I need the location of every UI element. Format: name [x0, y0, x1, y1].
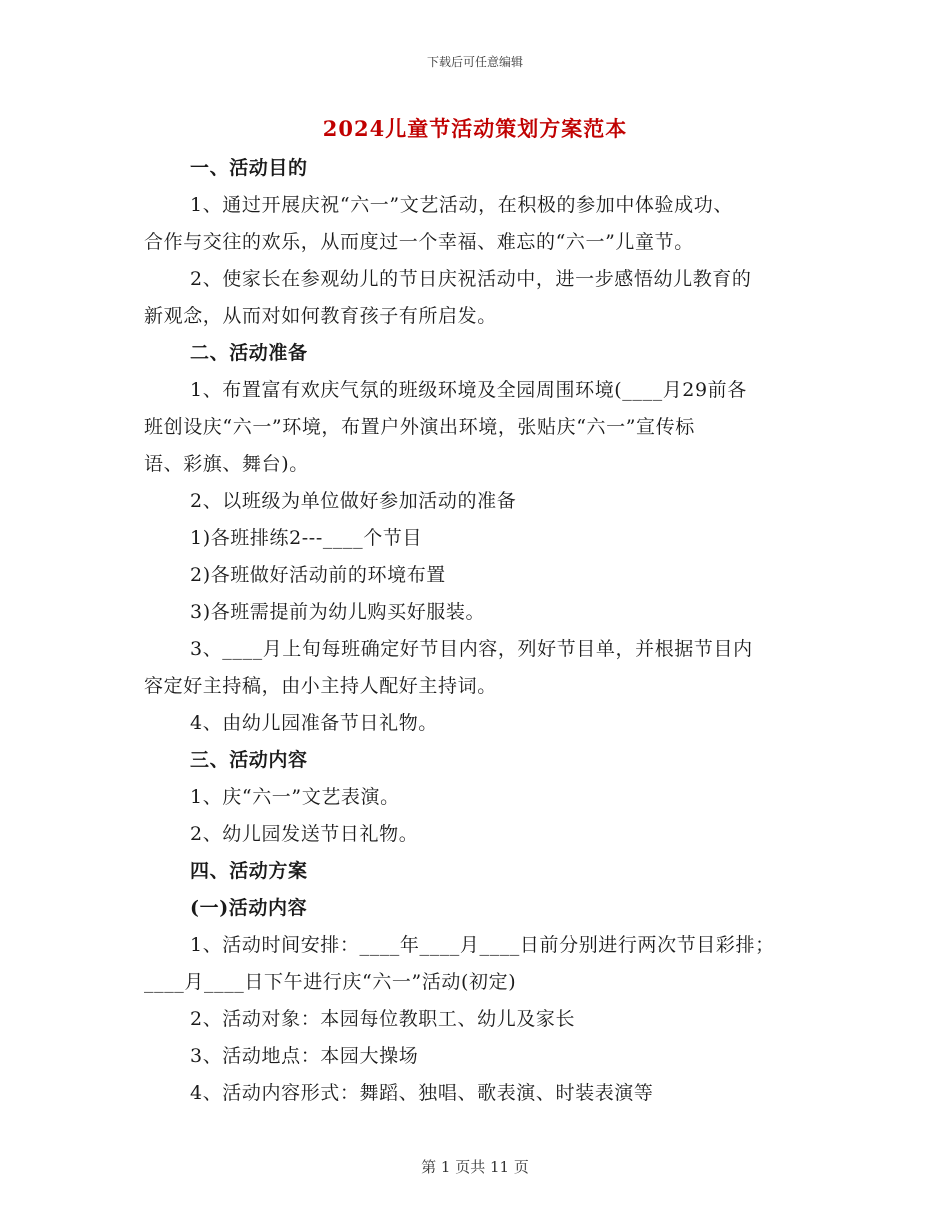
body-line: 2、活动对象：本园每位教职工、幼儿及家长 [190, 1008, 576, 1030]
body-line: 班创设庆“六一”环境，布置户外演出环境，张贴庆“六一”宣传标 [144, 416, 695, 438]
body-line: 3、____月上旬每班确定好节目内容，列好节目单，并根据节目内 [190, 638, 753, 660]
section-heading: 四、活动方案 [190, 860, 308, 882]
body-line: 2、幼儿园发送节日礼物。 [190, 823, 419, 845]
page-footer: 第 1 页共 11 页 [421, 1158, 529, 1176]
body-line: 1、通过开展庆祝“六一”文艺活动，在积极的参加中体验成功、 [190, 194, 733, 216]
body-line: 2、使家长在参观幼儿的节日庆祝活动中，进一步感悟幼儿教育的 [190, 268, 752, 290]
body-line: ____月____日下午进行庆“六一”活动(初定) [144, 971, 517, 993]
body-line: 1、布置富有欢庆气氛的班级环境及全园周围环境(____月29前各 [190, 379, 747, 401]
body-line: 语、彩旗、舞台)。 [144, 453, 309, 475]
body-line: 2)各班做好活动前的环境布置 [190, 564, 446, 586]
section-heading: 一、活动目的 [190, 157, 308, 179]
body-line: 1)各班排练2---____个节目 [190, 527, 423, 549]
body-line: 1、活动时间安排：____年____月____日前分别进行两次节目彩排； [190, 934, 775, 956]
section-heading: (一)活动内容 [190, 897, 308, 919]
document-title: 2024儿童节活动策划方案范本 [322, 116, 628, 141]
body-line: 容定好主持稿，由小主持人配好主持词。 [144, 675, 497, 697]
body-line: 3、活动地点：本园大操场 [190, 1045, 419, 1067]
body-line: 2、以班级为单位做好参加活动的准备 [190, 490, 517, 512]
header-note: 下载后可任意编辑 [426, 55, 523, 69]
body-line: 新观念，从而对如何教育孩子有所启发。 [144, 305, 497, 327]
body-line: 合作与交往的欢乐，从而度过一个幸福、难忘的“六一”儿童节。 [144, 231, 694, 253]
section-heading: 二、活动准备 [190, 342, 308, 364]
body-line: 4、由幼儿园准备节日礼物。 [190, 712, 438, 734]
body-line: 3)各班需提前为幼儿购买好服装。 [190, 601, 486, 623]
body-line: 1、庆“六一”文艺表演。 [190, 786, 400, 808]
body-line: 4、活动内容形式：舞蹈、独唱、歌表演、时装表演等 [190, 1082, 654, 1104]
section-heading: 三、活动内容 [190, 749, 308, 771]
document-body [144, 150, 820, 1112]
